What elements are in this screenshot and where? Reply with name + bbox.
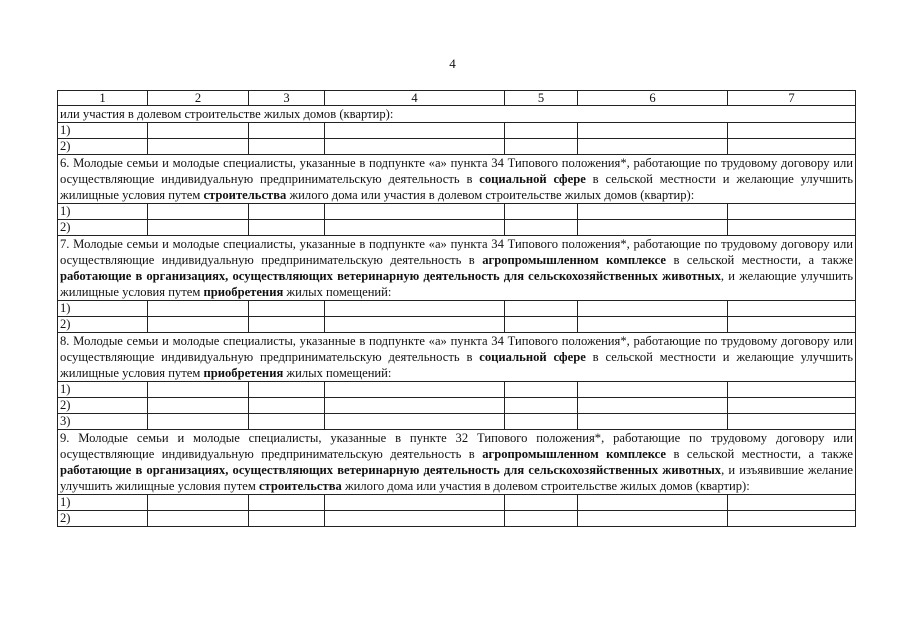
section-text-part: агропромышленном комплексе: [482, 253, 667, 267]
empty-cell: [728, 382, 856, 398]
empty-cell: [578, 382, 728, 398]
column-number-cell: 1: [58, 91, 148, 106]
empty-cell: [728, 204, 856, 220]
row-number-cell: 2): [58, 317, 148, 333]
empty-cell: [148, 495, 249, 511]
section-heading-s6: [58, 155, 856, 204]
empty-cell: [505, 495, 578, 511]
empty-cell: [325, 382, 505, 398]
empty-cell: [505, 382, 578, 398]
section-text-part: в сельской местности и желающие улучшить жилищные условия путем: [60, 172, 853, 202]
empty-cell: [578, 139, 728, 155]
empty-cell: [505, 511, 578, 527]
empty-cell: [249, 204, 325, 220]
empty-cell: [148, 301, 249, 317]
section-text-part: работающие в организациях, осуществляющих ветеринарную деятельность для сельскохозяйственных животных: [60, 269, 721, 283]
empty-cell: [578, 301, 728, 317]
empty-cell: [148, 511, 249, 527]
section-text-part: жилого дома или участия в долевом строительстве жилых домов (квартир):: [286, 188, 695, 202]
column-number-cell: 2: [148, 91, 249, 106]
section-text-part: жилых помещений:: [283, 285, 392, 299]
table-row: [58, 414, 856, 430]
empty-cell: [148, 382, 249, 398]
empty-cell: [728, 398, 856, 414]
empty-cell: [249, 398, 325, 414]
empty-cell: [249, 301, 325, 317]
empty-cell: [728, 301, 856, 317]
column-number-cell: 6: [578, 91, 728, 106]
empty-cell: [325, 414, 505, 430]
section-text-part: 9. Молодые семьи и молодые специалисты, указанные в пункте 32 Типового положения*, работающие по трудовому договору или осуществляющие индивидуальную предпринимательскую деятельность в: [60, 431, 853, 461]
empty-cell: [728, 511, 856, 527]
section-text-part: в сельской местности, а также: [666, 447, 853, 461]
table-row: [58, 139, 856, 155]
empty-cell: [728, 495, 856, 511]
empty-cell: [325, 511, 505, 527]
section-text-part: жилых помещений:: [283, 366, 392, 380]
section-heading-s9: [58, 430, 856, 495]
row-number-cell: 1): [58, 204, 148, 220]
empty-cell: [148, 204, 249, 220]
empty-cell: [505, 139, 578, 155]
empty-cell: [325, 220, 505, 236]
table-row: [58, 220, 856, 236]
section-text-part: 8. Молодые семьи и молодые специалисты, указанные в подпункте «а» пункта 34 Типового положения*, работающие по трудовому договору или осуществляющие индивидуальную предпринимательскую деятельность в: [60, 334, 853, 364]
section-text-part: 7. Молодые семьи и молодые специалисты, указанные в подпункте «а» пункта 34 Типового положения*, работающие по трудовому договору или осуществляющие индивидуальную предпринимательскую деятельность в: [60, 237, 853, 267]
empty-cell: [148, 414, 249, 430]
section-text-part: в сельской местности, а также: [666, 253, 853, 267]
empty-cell: [148, 123, 249, 139]
empty-cell: [728, 139, 856, 155]
empty-cell: [728, 414, 856, 430]
table-row: [58, 511, 856, 527]
section-text-part: в сельской местности и желающие улучшить жилищные условия путем: [60, 350, 853, 380]
column-number-cell: 4: [325, 91, 505, 106]
row-number-cell: 3): [58, 414, 148, 430]
column-number-cell: 7: [728, 91, 856, 106]
empty-cell: [148, 220, 249, 236]
section-text-part: агропромышленном комплексе: [482, 447, 667, 461]
empty-cell: [505, 414, 578, 430]
section-text-part: строительства: [203, 188, 287, 202]
section-heading-row: [58, 430, 856, 495]
empty-cell: [325, 123, 505, 139]
row-number-cell: 1): [58, 495, 148, 511]
empty-cell: [505, 220, 578, 236]
continuation-row: [58, 106, 856, 123]
empty-cell: [249, 123, 325, 139]
empty-cell: [728, 317, 856, 333]
empty-cell: [148, 317, 249, 333]
empty-cell: [325, 495, 505, 511]
row-number-cell: 1): [58, 382, 148, 398]
empty-cell: [505, 123, 578, 139]
empty-cell: [728, 123, 856, 139]
section-heading-row: [58, 155, 856, 204]
column-number-row: [58, 91, 856, 106]
section-text-part: социальной сфере: [479, 172, 586, 186]
empty-cell: [505, 301, 578, 317]
section-text-part: приобретения: [203, 285, 284, 299]
empty-cell: [578, 123, 728, 139]
empty-cell: [148, 398, 249, 414]
continuation-text: или участия в долевом строительстве жилых домов (квартир):: [58, 106, 856, 123]
section-text-part: , и желающие улучшить жилищные условия путем: [60, 269, 853, 299]
empty-cell: [249, 495, 325, 511]
section-text-part: , и изъявившие желание улучшить жилищные условия путем: [60, 463, 853, 493]
empty-cell: [325, 139, 505, 155]
empty-cell: [325, 204, 505, 220]
section-text-part: строительства: [258, 479, 342, 493]
empty-cell: [249, 220, 325, 236]
empty-cell: [578, 204, 728, 220]
section-text-part: социальной сфере: [479, 350, 586, 364]
empty-cell: [148, 139, 249, 155]
empty-cell: [249, 139, 325, 155]
empty-cell: [728, 220, 856, 236]
empty-cell: [325, 398, 505, 414]
page-number: 4: [449, 56, 456, 71]
empty-cell: [578, 317, 728, 333]
row-number-cell: 2): [58, 220, 148, 236]
row-number-cell: 2): [58, 511, 148, 527]
table-row: [58, 398, 856, 414]
section-heading-s7: [58, 236, 856, 301]
empty-cell: [578, 511, 728, 527]
empty-cell: [249, 317, 325, 333]
section-text-part: работающие в организациях, осуществляющих ветеринарную деятельность для сельскохозяйственных животных: [60, 463, 722, 477]
section-text-part: 6. Молодые семьи и молодые специалисты, указанные в подпункте «а» пункта 34 Типового положения*, работающие по трудовому договору или осуществляющие индивидуальную предпринимательскую деятельность в: [60, 156, 853, 186]
table-row: [58, 382, 856, 398]
empty-cell: [325, 301, 505, 317]
column-number-cell: 3: [249, 91, 325, 106]
table-row: [58, 317, 856, 333]
empty-cell: [249, 511, 325, 527]
row-number-cell: 1): [58, 301, 148, 317]
table-row: [58, 204, 856, 220]
empty-cell: [578, 398, 728, 414]
empty-cell: [249, 414, 325, 430]
row-number-cell: 2): [58, 139, 148, 155]
table-row: [58, 495, 856, 511]
table-row: [58, 301, 856, 317]
empty-cell: [505, 204, 578, 220]
section-text-part: приобретения: [203, 366, 284, 380]
table-row: [58, 123, 856, 139]
section-heading-row: [58, 236, 856, 301]
empty-cell: [325, 317, 505, 333]
empty-cell: [578, 414, 728, 430]
empty-cell: [578, 220, 728, 236]
empty-cell: [505, 398, 578, 414]
empty-cell: [505, 317, 578, 333]
applicants-table: [57, 90, 856, 527]
section-text-part: жилого дома или участия в долевом строительстве жилых домов (квартир):: [341, 479, 750, 493]
empty-cell: [249, 382, 325, 398]
section-heading-row: [58, 333, 856, 382]
empty-cell: [578, 495, 728, 511]
row-number-cell: 1): [58, 123, 148, 139]
section-heading-s8: [58, 333, 856, 382]
row-number-cell: 2): [58, 398, 148, 414]
column-number-cell: 5: [505, 91, 578, 106]
